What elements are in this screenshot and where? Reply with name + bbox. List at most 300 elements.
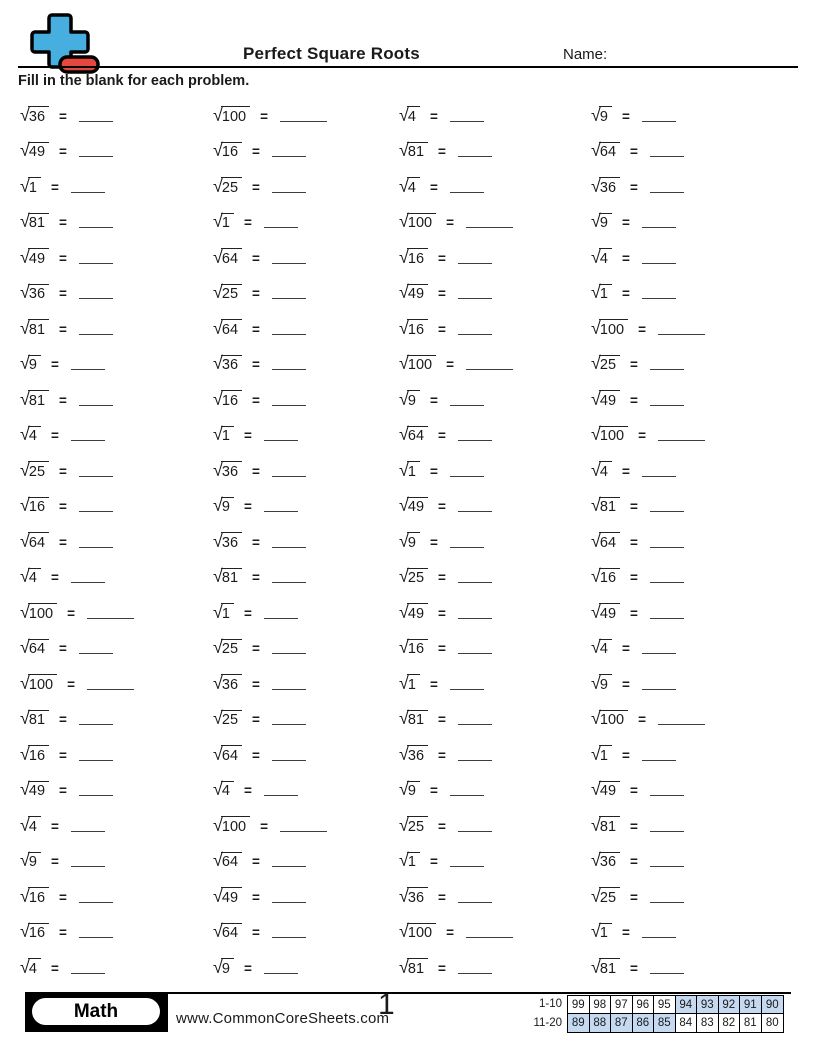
problem — [213, 958, 399, 977]
equals-sign: = — [621, 215, 630, 230]
sqrt-icon: √ — [20, 601, 30, 622]
answer-blank[interactable] — [650, 177, 684, 193]
answer-blank[interactable] — [272, 390, 306, 406]
problem — [213, 922, 399, 941]
answer-blank[interactable] — [642, 106, 676, 122]
sqrt-icon: √ — [399, 743, 409, 764]
problem — [399, 532, 591, 551]
radicand: 36 — [599, 177, 620, 195]
problem — [213, 354, 399, 373]
answer-blank[interactable] — [272, 674, 306, 690]
answer-blank[interactable] — [642, 745, 676, 761]
sqrt-icon: √ — [213, 140, 223, 160]
problem — [591, 745, 800, 764]
answer-blank[interactable] — [642, 212, 676, 228]
sqrt-icon: √ — [399, 885, 409, 906]
problem — [399, 319, 591, 338]
score-cell: 93 — [697, 996, 719, 1014]
answer-blank[interactable] — [650, 816, 684, 832]
answer-blank[interactable] — [264, 425, 298, 441]
radicand: 36 — [407, 745, 428, 763]
sqrt-icon: √ — [213, 175, 223, 196]
problem — [20, 212, 213, 231]
answer-blank[interactable] — [79, 283, 113, 299]
answer-blank[interactable] — [450, 177, 484, 193]
problems-grid — [20, 97, 800, 985]
problem — [591, 319, 800, 338]
answer-blank[interactable] — [642, 922, 676, 938]
answer-blank[interactable] — [71, 177, 105, 193]
answer-blank[interactable] — [272, 461, 306, 477]
answer-blank[interactable] — [458, 248, 492, 264]
radicand: 25 — [221, 639, 242, 657]
problem — [591, 638, 800, 657]
radicand: 9 — [407, 781, 420, 799]
answer-blank[interactable] — [71, 851, 105, 867]
radicand: 49 — [28, 142, 49, 160]
radicand: 64 — [28, 532, 49, 550]
problem — [591, 461, 800, 480]
radicand: 49 — [407, 284, 428, 302]
answer-blank[interactable] — [272, 532, 306, 548]
answer-blank[interactable] — [458, 496, 492, 512]
sqrt-icon: √ — [20, 530, 30, 551]
answer-blank[interactable] — [458, 709, 492, 725]
problem — [213, 638, 399, 657]
answer-blank[interactable] — [272, 922, 306, 938]
sqrt-icon: √ — [399, 672, 409, 693]
score-range-label: 1-10 — [538, 998, 562, 1010]
score-table-grid — [567, 995, 784, 1033]
answer-blank[interactable] — [79, 780, 113, 796]
sqrt-icon: √ — [399, 921, 409, 941]
minus-icon — [60, 57, 98, 72]
equals-sign: = — [630, 179, 638, 195]
sqrt-icon: √ — [591, 495, 601, 515]
problem — [213, 461, 399, 480]
radicand: 16 — [599, 568, 620, 586]
problem — [213, 141, 399, 160]
equals-sign: = — [252, 144, 260, 159]
sqrt-icon: √ — [20, 850, 30, 870]
answer-blank[interactable] — [79, 638, 113, 654]
answer-blank[interactable] — [450, 461, 484, 477]
answer-blank[interactable] — [450, 674, 484, 690]
score-cell: 84 — [676, 1014, 698, 1032]
answer-blank[interactable] — [642, 674, 676, 690]
sqrt-icon: √ — [20, 814, 30, 835]
radicand: 16 — [28, 497, 49, 515]
equals-sign: = — [252, 641, 260, 656]
answer-blank[interactable] — [87, 603, 134, 619]
equals-sign: = — [429, 108, 438, 124]
radicand: 100 — [407, 923, 436, 941]
problem — [399, 816, 591, 835]
answer-blank[interactable] — [272, 745, 306, 761]
sqrt-icon: √ — [399, 282, 409, 302]
problem — [591, 851, 800, 870]
answer-blank[interactable] — [650, 390, 684, 406]
problem — [213, 603, 399, 622]
score-cell: 88 — [590, 1014, 612, 1032]
radicand: 16 — [407, 639, 428, 657]
problem — [399, 354, 591, 373]
radicand: 1 — [221, 213, 234, 231]
problem — [20, 780, 213, 799]
sqrt-icon: √ — [591, 956, 601, 977]
answer-blank[interactable] — [79, 922, 113, 938]
answer-blank[interactable] — [458, 141, 492, 157]
sqrt-icon: √ — [213, 814, 223, 835]
equals-sign: = — [252, 889, 260, 905]
problem — [591, 780, 800, 799]
radicand: 81 — [28, 319, 49, 337]
answer-blank[interactable] — [272, 709, 306, 725]
radicand: 9 — [221, 497, 234, 515]
equals-sign: = — [630, 818, 638, 834]
problem — [591, 106, 800, 125]
equals-sign: = — [630, 357, 638, 372]
sqrt-icon: √ — [20, 246, 30, 267]
sqrt-icon: √ — [20, 282, 30, 302]
radicand: 64 — [221, 248, 242, 266]
sqrt-icon: √ — [213, 317, 223, 338]
sqrt-icon: √ — [399, 850, 409, 870]
equals-sign: = — [630, 854, 638, 869]
answer-blank[interactable] — [458, 638, 492, 654]
sqrt-icon: √ — [20, 885, 30, 906]
problem — [20, 141, 213, 160]
radicand: 49 — [28, 781, 49, 799]
problem — [213, 674, 399, 693]
answer-blank[interactable] — [458, 319, 492, 335]
answer-blank[interactable] — [79, 248, 113, 264]
answer-blank[interactable] — [658, 425, 705, 441]
answer-blank[interactable] — [450, 106, 484, 122]
answer-blank[interactable] — [272, 354, 306, 370]
answer-blank[interactable] — [650, 532, 684, 548]
answer-blank[interactable] — [650, 603, 684, 619]
radicand: 49 — [599, 781, 620, 799]
answer-blank[interactable] — [272, 177, 306, 193]
score-range-label: 11-20 — [533, 1016, 562, 1029]
answer-blank[interactable] — [642, 248, 676, 264]
answer-blank[interactable] — [458, 283, 492, 299]
score-cell: 95 — [654, 996, 676, 1014]
score-table — [522, 995, 784, 1033]
problem — [213, 283, 399, 302]
equals-sign: = — [630, 570, 638, 585]
equals-sign: = — [67, 676, 75, 692]
answer-blank[interactable] — [658, 319, 705, 335]
sqrt-icon: √ — [20, 672, 30, 693]
answer-blank[interactable] — [264, 212, 298, 228]
problem — [399, 745, 591, 764]
sqrt-icon: √ — [20, 353, 30, 373]
sqrt-icon: √ — [399, 530, 409, 551]
radicand: 81 — [407, 958, 428, 976]
answer-blank[interactable] — [272, 319, 306, 335]
answer-blank[interactable] — [458, 887, 492, 903]
problem — [20, 887, 213, 906]
answer-blank[interactable] — [79, 709, 113, 725]
answer-blank[interactable] — [79, 887, 113, 903]
problem — [213, 709, 399, 728]
problem — [399, 248, 591, 267]
equals-sign: = — [438, 747, 446, 763]
answer-blank[interactable] — [650, 496, 684, 512]
score-cell: 92 — [719, 996, 741, 1014]
radicand: 64 — [407, 426, 428, 444]
equals-sign: = — [243, 215, 252, 230]
equals-sign: = — [621, 925, 630, 940]
sqrt-icon: √ — [20, 495, 30, 515]
instructions-text: Fill in the blank for each problem. — [18, 73, 250, 89]
equals-sign: = — [638, 712, 646, 727]
problem — [20, 745, 213, 764]
radicand: 9 — [599, 674, 612, 692]
score-cell: 97 — [611, 996, 633, 1014]
answer-blank[interactable] — [79, 532, 113, 548]
sqrt-icon: √ — [399, 459, 409, 480]
equals-sign: = — [429, 179, 438, 195]
radicand: 1 — [407, 674, 420, 692]
answer-blank[interactable] — [458, 958, 492, 974]
answer-blank[interactable] — [79, 106, 113, 122]
score-cell: 86 — [633, 1014, 655, 1032]
problem — [399, 461, 591, 480]
answer-blank[interactable] — [272, 887, 306, 903]
sqrt-icon: √ — [591, 708, 601, 728]
sqrt-icon: √ — [213, 779, 223, 799]
answer-blank[interactable] — [272, 851, 306, 867]
answer-blank[interactable] — [71, 425, 105, 441]
page-number: 1 — [378, 988, 395, 1021]
answer-blank[interactable] — [272, 567, 306, 583]
sqrt-icon: √ — [591, 140, 601, 160]
problem — [213, 567, 399, 586]
score-cell: 82 — [719, 1014, 741, 1032]
answer-blank[interactable] — [650, 958, 684, 974]
sqrt-icon: √ — [20, 211, 30, 231]
answer-blank[interactable] — [280, 106, 327, 122]
equals-sign: = — [252, 747, 260, 763]
radicand: 81 — [599, 816, 620, 834]
sqrt-icon: √ — [20, 459, 30, 480]
equals-sign: = — [59, 463, 67, 479]
radicand: 9 — [221, 958, 234, 976]
sqrt-icon: √ — [399, 140, 409, 160]
answer-blank[interactable] — [458, 425, 492, 441]
sqrt-icon: √ — [20, 175, 30, 196]
subject-badge-label: Math — [32, 998, 160, 1025]
answer-blank[interactable] — [79, 745, 113, 761]
problem — [399, 390, 591, 409]
equals-sign: = — [621, 676, 630, 692]
equals-sign: = — [50, 960, 59, 976]
equals-sign: = — [621, 747, 630, 763]
radicand: 100 — [28, 603, 57, 621]
equals-sign: = — [438, 818, 446, 834]
problem — [213, 532, 399, 551]
score-cell: 99 — [568, 996, 590, 1014]
sqrt-icon: √ — [591, 779, 601, 799]
answer-blank[interactable] — [650, 354, 684, 370]
answer-blank[interactable] — [71, 958, 105, 974]
equals-sign: = — [438, 641, 446, 656]
website-text: www.CommonCoreSheets.com — [176, 1010, 390, 1027]
radicand: 100 — [599, 426, 628, 444]
radicand: 4 — [28, 958, 41, 976]
problem — [213, 780, 399, 799]
answer-blank[interactable] — [79, 496, 113, 512]
sqrt-icon: √ — [213, 495, 223, 515]
score-cell: 83 — [697, 1014, 719, 1032]
answer-blank[interactable] — [87, 674, 134, 690]
answer-blank[interactable] — [264, 958, 298, 974]
problem — [20, 354, 213, 373]
radicand: 36 — [407, 887, 428, 905]
equals-sign: = — [252, 321, 260, 337]
sqrt-icon: √ — [213, 388, 223, 409]
problem — [399, 141, 591, 160]
answer-blank[interactable] — [650, 780, 684, 796]
equals-sign: = — [630, 960, 638, 976]
radicand: 16 — [221, 390, 242, 408]
sqrt-icon: √ — [591, 885, 601, 906]
equals-sign: = — [429, 854, 438, 869]
score-cell: 81 — [740, 1014, 762, 1032]
answer-blank[interactable] — [458, 567, 492, 583]
equals-sign: = — [252, 534, 260, 550]
problem — [20, 567, 213, 586]
sqrt-icon: √ — [399, 246, 409, 267]
equals-sign: = — [438, 286, 446, 301]
answer-blank[interactable] — [658, 709, 705, 725]
sqrt-icon: √ — [591, 424, 601, 444]
equals-sign: = — [630, 605, 638, 621]
problem — [20, 177, 213, 196]
answer-blank[interactable] — [264, 496, 298, 512]
answer-blank[interactable] — [79, 319, 113, 335]
answer-blank[interactable] — [272, 141, 306, 157]
radicand: 81 — [28, 390, 49, 408]
equals-sign: = — [59, 499, 67, 514]
sqrt-icon: √ — [20, 424, 30, 444]
problem — [591, 958, 800, 977]
answer-blank[interactable] — [458, 745, 492, 761]
answer-blank[interactable] — [642, 461, 676, 477]
answer-blank[interactable] — [79, 461, 113, 477]
radicand: 25 — [407, 816, 428, 834]
answer-blank[interactable] — [450, 780, 484, 796]
subject-badge — [25, 992, 168, 1032]
answer-blank[interactable] — [466, 354, 513, 370]
answer-blank[interactable] — [79, 390, 113, 406]
answer-blank[interactable] — [71, 816, 105, 832]
equals-sign: = — [630, 889, 638, 905]
problem — [399, 780, 591, 799]
answer-blank[interactable] — [280, 816, 327, 832]
problem — [20, 283, 213, 302]
score-cell: 94 — [676, 996, 698, 1014]
answer-blank[interactable] — [642, 638, 676, 654]
answer-blank[interactable] — [466, 922, 513, 938]
sqrt-icon: √ — [591, 637, 601, 657]
answer-blank[interactable] — [466, 212, 513, 228]
problem — [591, 532, 800, 551]
sqrt-icon: √ — [213, 353, 223, 373]
answer-blank[interactable] — [71, 354, 105, 370]
problem — [399, 958, 591, 977]
radicand: 100 — [221, 816, 250, 834]
equals-sign: = — [446, 925, 454, 940]
equals-sign: = — [630, 783, 638, 798]
equals-sign: = — [621, 286, 630, 301]
sqrt-icon: √ — [591, 850, 601, 870]
sqrt-icon: √ — [591, 566, 601, 586]
radicand: 81 — [28, 710, 49, 728]
radicand: 100 — [599, 710, 628, 728]
problem — [399, 887, 591, 906]
answer-blank[interactable] — [450, 532, 484, 548]
answer-blank[interactable] — [650, 141, 684, 157]
radicand: 4 — [28, 426, 41, 444]
equals-sign: = — [638, 321, 646, 337]
answer-blank[interactable] — [272, 283, 306, 299]
radicand: 9 — [407, 390, 420, 408]
answer-blank[interactable] — [458, 603, 492, 619]
equals-sign: = — [252, 357, 260, 372]
problem — [399, 496, 591, 515]
answer-blank[interactable] — [264, 780, 298, 796]
problem — [20, 532, 213, 551]
radicand: 25 — [407, 568, 428, 586]
answer-blank[interactable] — [642, 283, 676, 299]
answer-blank[interactable] — [458, 816, 492, 832]
radicand: 100 — [407, 213, 436, 231]
answer-blank[interactable] — [264, 603, 298, 619]
radicand: 1 — [407, 852, 420, 870]
answer-blank[interactable] — [272, 248, 306, 264]
sqrt-icon: √ — [20, 637, 30, 657]
answer-blank[interactable] — [650, 567, 684, 583]
answer-blank[interactable] — [450, 851, 484, 867]
sqrt-icon: √ — [591, 601, 601, 622]
sqrt-icon: √ — [213, 530, 223, 551]
sqrt-icon: √ — [20, 140, 30, 160]
sqrt-icon: √ — [20, 743, 30, 764]
radicand: 1 — [599, 745, 612, 763]
answer-blank[interactable] — [650, 887, 684, 903]
radicand: 49 — [599, 390, 620, 408]
radicand: 9 — [407, 532, 420, 550]
answer-blank[interactable] — [272, 638, 306, 654]
problem — [20, 319, 213, 338]
problem — [20, 461, 213, 480]
answer-blank[interactable] — [650, 851, 684, 867]
answer-blank[interactable] — [450, 390, 484, 406]
equals-sign: = — [67, 605, 75, 621]
equals-sign: = — [252, 570, 260, 585]
answer-blank[interactable] — [79, 141, 113, 157]
sqrt-icon: √ — [20, 921, 30, 941]
problem — [591, 390, 800, 409]
answer-blank[interactable] — [79, 212, 113, 228]
answer-blank[interactable] — [71, 567, 105, 583]
radicand: 1 — [221, 426, 234, 444]
sqrt-icon: √ — [399, 601, 409, 622]
